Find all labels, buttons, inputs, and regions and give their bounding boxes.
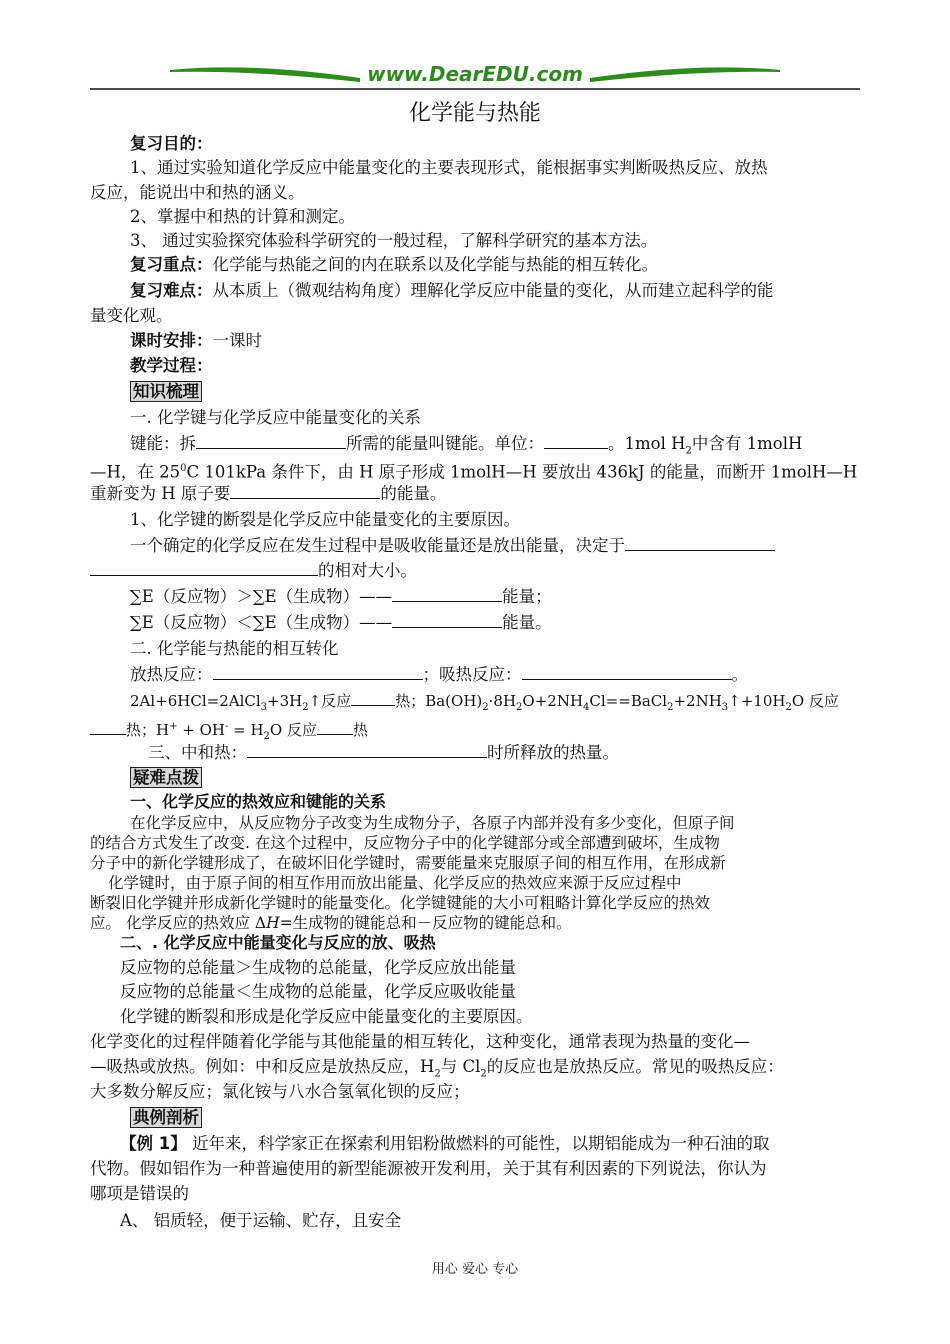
diff-text-b: 量变化观。 bbox=[90, 306, 173, 325]
example-text-1: 近年来，科学家正在探索利用铝粉做燃料的可能性，以期铝能成为一种石油的取 bbox=[191, 1134, 770, 1153]
energy-text-1: 能量； bbox=[502, 587, 552, 606]
eq-c: ↑反应 bbox=[308, 692, 352, 710]
eq2-a: 热；H bbox=[126, 721, 170, 739]
bond-text-a2: 所需的能量叫键能。单位： bbox=[346, 434, 544, 453]
sub-4: 4 bbox=[583, 702, 590, 713]
sum-text-1: ∑E（反应物）＞∑E（生成物）—— bbox=[130, 587, 393, 606]
blank-eq-2[interactable] bbox=[90, 719, 126, 735]
example-section-box: 典例剖析 bbox=[130, 1107, 202, 1128]
decide-text-b: 的相对大小。 bbox=[318, 561, 417, 580]
sub-2: 2 bbox=[785, 702, 792, 713]
goal-2: 2、掌握中和热的计算和测定。 bbox=[130, 207, 355, 226]
sum-line-1 bbox=[130, 586, 552, 608]
sub-3: 3 bbox=[260, 702, 268, 713]
site-logo-text: www.DearEDU.com bbox=[367, 62, 583, 86]
knowledge-1-title: 一. 化学键与化学反应中能量变化的关系 bbox=[130, 408, 421, 427]
break-reason: 1、化学键的断裂是化学反应中能量变化的主要原因。 bbox=[130, 510, 520, 529]
eq2-e: 热 bbox=[353, 721, 369, 739]
header-banner bbox=[90, 58, 860, 92]
d2-p3: 大多数分解反应；氯化铵与八水合氢氧化钡的反应； bbox=[90, 1082, 470, 1101]
goal-1b: 反应，能说出中和热的涵义。 bbox=[90, 183, 305, 202]
bond-text-b2: C 101kPa 条件下，由 H 原子形成 1molH—H 要放出 436kJ 的能量，而断开 1molH—H bbox=[186, 462, 858, 482]
decide-line-2 bbox=[90, 560, 417, 582]
option-a: A、 铝质轻，便于运输、贮存，且安全 bbox=[120, 1211, 402, 1230]
eq-e: ·8H bbox=[488, 692, 517, 710]
key-points-line bbox=[130, 254, 658, 276]
example-box-wrap bbox=[130, 1107, 202, 1129]
bond-text-c1: 重新变为 H 原子要 bbox=[90, 484, 231, 503]
eq-f: O+2NH bbox=[522, 692, 584, 710]
sub-2: 2 bbox=[263, 731, 270, 742]
d1-p6d: =生成物的键能总和－反应物的键能总和。 bbox=[279, 914, 572, 932]
knowledge-section-box: 知识梳理 bbox=[130, 381, 202, 402]
delta-h-symbol: H bbox=[266, 914, 280, 932]
d1-p5: 断裂旧化学键并形成新化学键时的能量变化。化学键键能的大小可粗略计算化学反应的热效 bbox=[90, 894, 711, 912]
lesson-line bbox=[130, 330, 262, 352]
d1-p6 bbox=[90, 912, 572, 934]
d1-p4: 化学键时，由于原子间的相互作用而放出能量、化学反应的热效应来源于反应过程中 bbox=[108, 874, 682, 892]
sub-2: 2 bbox=[482, 702, 489, 713]
example-p2: 代物。假如铝作为一种普遍使用的新型能源被开发利用，关于其有利因素的下列说法，你认为 bbox=[90, 1159, 767, 1178]
bond-text-a4: 中含有 1molH bbox=[691, 434, 803, 453]
eq-b: +3H bbox=[267, 692, 303, 710]
blank-eq-3[interactable] bbox=[317, 719, 353, 735]
blank-decide-2[interactable] bbox=[90, 560, 318, 576]
blank-sum-1[interactable] bbox=[392, 586, 502, 602]
bond-energy-line-2 bbox=[90, 458, 857, 484]
blank-exo[interactable] bbox=[213, 664, 423, 680]
sub-2: 2 bbox=[434, 1068, 441, 1080]
process-heading: 教学过程： bbox=[130, 356, 213, 375]
difficulty-box-wrap bbox=[130, 767, 202, 789]
sub-3: 3 bbox=[721, 702, 729, 713]
exo-text: 放热反应： bbox=[130, 665, 213, 684]
bond-text-a1: 键能：拆 bbox=[130, 434, 196, 453]
knowledge-box-wrap bbox=[130, 381, 202, 403]
decide-text: 一个确定的化学反应在发生过程中是吸收能量还是放出能量，决定于 bbox=[130, 536, 625, 555]
blank-bond-break[interactable] bbox=[196, 433, 346, 449]
diff-text-a: 从本质上（微观结构角度）理解化学反应中能量的变化，从而建立起科学的能 bbox=[212, 281, 774, 300]
sup-minus: - bbox=[224, 721, 229, 732]
eq-j: O 反应 bbox=[791, 692, 839, 710]
example-label: 【例 1】 bbox=[120, 1134, 187, 1153]
exo-endo-line bbox=[130, 664, 748, 686]
diff-heading: 复习难点： bbox=[130, 281, 213, 300]
blank-energy[interactable] bbox=[230, 483, 380, 499]
d2-p2b: 与 Cl bbox=[440, 1057, 481, 1076]
lesson-text: 一课时 bbox=[212, 331, 262, 350]
sub-2: 2 bbox=[516, 702, 523, 713]
eq2-c: = H bbox=[228, 721, 264, 739]
endo-text: ；吸热反应： bbox=[422, 665, 522, 684]
d2-line-1: 反应物的总能量＞生成物的总能量，化学反应放出能量 bbox=[120, 958, 516, 977]
d1-p6a: 应。 bbox=[90, 914, 122, 932]
bond-text-b: —H，在 25 bbox=[90, 462, 181, 482]
bond-text-a3: 。1mol H bbox=[608, 434, 686, 453]
eq-d: 热；Ba(OH) bbox=[395, 692, 483, 710]
eq-a: 2Al+6HCl=2AlCl bbox=[130, 692, 261, 710]
blank-neutralization[interactable] bbox=[247, 742, 487, 758]
example-p1 bbox=[120, 1133, 769, 1155]
blank-unit[interactable] bbox=[544, 433, 608, 449]
eq2-b: + OH bbox=[177, 721, 225, 739]
bond-text-c2: 的能量。 bbox=[380, 484, 447, 503]
blank-decide-1[interactable] bbox=[625, 535, 775, 551]
key-heading: 复习重点： bbox=[130, 255, 213, 274]
d2-line-3: 化学键的断裂和形成是化学反应中能量变化的主要原因。 bbox=[120, 1007, 533, 1026]
goal-1a: 1、通过实验知道化学反应中能量变化的主要表现形式，能根据事实判断吸热反应、放热 bbox=[130, 158, 768, 177]
energy-text-2: 能量。 bbox=[502, 613, 552, 632]
d1-p3: 分子中的新化学键形成了，在破坏旧化学键时，需要能量来克服原子间的相互作用，在形成新 bbox=[90, 854, 726, 872]
example-p3: 哪项是错误的 bbox=[90, 1184, 189, 1203]
blank-sum-2[interactable] bbox=[392, 612, 502, 628]
d2-p1: 化学变化的过程伴随着化学能与其他能量的相互转化，这种变化，通常表现为热量的变化— bbox=[90, 1032, 750, 1051]
sub-2: 2 bbox=[685, 445, 692, 457]
d1-p6b: 化学反应的热效应 Δ bbox=[125, 914, 267, 932]
blank-eq-1[interactable] bbox=[351, 690, 395, 706]
d2-line-2: 反应物的总能量＜生成物的总能量，化学反应吸收能量 bbox=[120, 982, 516, 1001]
neutralization-line bbox=[148, 742, 619, 764]
d1-title: 一、化学反应的热效应和键能的关系 bbox=[130, 792, 387, 811]
endo-end: 。 bbox=[731, 665, 748, 684]
sup-plus: + bbox=[169, 721, 178, 732]
decide-line-1 bbox=[130, 535, 775, 557]
sum-text-2: ∑E（反应物）＜∑E（生成物）—— bbox=[130, 613, 393, 632]
eq-g: Cl==BaCl bbox=[589, 692, 668, 710]
eq-h: +2NH bbox=[673, 692, 722, 710]
d2-p2c: 的反应也是放热反应。常见的吸热反应： bbox=[486, 1057, 784, 1076]
key-text: 化学能与热能之间的内在联系以及化学能与热能的相互转化。 bbox=[212, 255, 658, 274]
difficulty-line bbox=[130, 280, 774, 302]
k3-text: 三、中和热： bbox=[148, 743, 247, 762]
d1-p1: 在化学反应中，从反应物分子改变为生成物分子，各原子内部并没有多少变化，但原子间 bbox=[130, 814, 735, 832]
d2-title: 二、. 化学反应中能量变化与反应的放、吸热 bbox=[120, 933, 436, 952]
d1-p2: 的结合方式发生了改变. 在这个过程中，反应物分子中的化学键部分或全部遭到破坏，生成物 bbox=[90, 834, 720, 852]
difficulty-section-box: 疑难点拨 bbox=[130, 767, 202, 788]
page-title: 化学能与热能 bbox=[408, 101, 541, 126]
knowledge-2-title: 二. 化学能与热能的相互转化 bbox=[130, 639, 339, 658]
k3-end: 时所释放的热量。 bbox=[487, 743, 619, 762]
page-footer: 用心 爱心 专心 bbox=[431, 1262, 519, 1277]
goals-heading: 复习目的： bbox=[130, 134, 213, 153]
lesson-heading: 课时安排： bbox=[130, 331, 213, 350]
d2-p2a: —吸热或放热。例如：中和反应是放热反应，H bbox=[90, 1057, 435, 1076]
sub-2: 2 bbox=[302, 702, 309, 713]
equation-line-1 bbox=[130, 690, 839, 719]
blank-endo[interactable] bbox=[522, 664, 732, 680]
sub-2: 2 bbox=[480, 1068, 487, 1080]
sum-line-2 bbox=[130, 612, 552, 634]
goal-3: 3、 通过实验探究体验科学研究的一般过程，了解科学研究的基本方法。 bbox=[130, 231, 658, 250]
eq-i: ↑+10H bbox=[728, 692, 786, 710]
sup-0: 0 bbox=[180, 463, 187, 474]
eq2-d: O 反应 bbox=[269, 721, 317, 739]
sub-2: 2 bbox=[667, 702, 674, 713]
bond-energy-line-3 bbox=[90, 483, 446, 505]
